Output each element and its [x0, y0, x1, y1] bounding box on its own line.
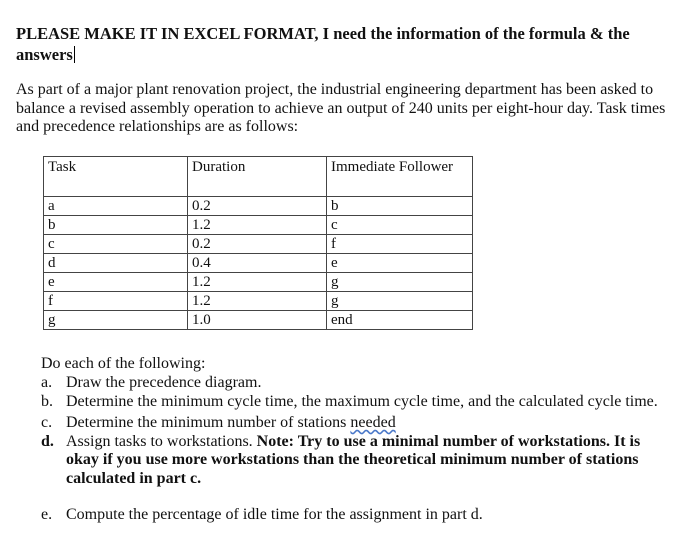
task-cell: a — [44, 197, 188, 216]
follower-cell: b — [327, 197, 473, 216]
table-header-row — [44, 157, 473, 197]
table-row — [44, 273, 473, 292]
question-marker: b. — [41, 392, 53, 410]
question-text: Determine the minimum cycle time, the maximum cycle time, and the calculated cycle time. — [66, 392, 658, 410]
task-table — [43, 156, 473, 330]
header-duration: Duration — [188, 157, 327, 197]
question-marker: a. — [41, 374, 53, 391]
question-note: Note: Try to use a minimal number of workstations. It is okay if you use more workstations than the theoretical minimum number of stations calculated in part c. — [66, 432, 641, 487]
table-row — [44, 197, 473, 216]
question-marker: e. — [41, 506, 53, 523]
header-immediate-follower: Immediate Follower — [327, 157, 473, 197]
question-text: Draw the precedence diagram. — [66, 374, 262, 391]
duration-cell: 0.2 — [188, 235, 327, 254]
intro-paragraph: As part of a major plant renovation project, the industrial engineering department has been asked to balance a revised assembly operation to achieve an output of 240 units per eight-hour day. Task times and precedence relationships are as follows: — [16, 81, 666, 135]
task-cell: b — [44, 216, 188, 235]
question-d — [41, 433, 671, 489]
follower-cell: e — [327, 254, 473, 273]
question-a — [41, 374, 671, 393]
question-e — [41, 506, 671, 525]
task-cell: g — [44, 311, 188, 330]
duration-cell: 0.2 — [188, 197, 327, 216]
question-list — [41, 374, 671, 525]
follower-cell: f — [327, 235, 473, 254]
table-row — [44, 254, 473, 273]
question-text: Determine the minimum number of stations — [66, 414, 347, 431]
task-cell: c — [44, 235, 188, 254]
duration-cell: 1.0 — [188, 311, 327, 330]
text-cursor — [74, 46, 75, 63]
question-marker: c. — [41, 414, 53, 431]
duration-cell: 1.2 — [188, 292, 327, 311]
task-cell: d — [44, 254, 188, 273]
question-c — [41, 414, 671, 433]
duration-cell: 1.2 — [188, 273, 327, 292]
follower-cell: end — [327, 311, 473, 330]
instructions: Do each of the following: — [41, 355, 206, 372]
question-marker: d. — [41, 432, 54, 450]
table-row — [44, 235, 473, 254]
question-text: Assign tasks to workstations. — [66, 432, 253, 450]
duration-cell: 1.2 — [188, 216, 327, 235]
heading-line-1: PLEASE MAKE IT IN EXCEL FORMAT, I need the information of the formula & the — [16, 24, 630, 43]
task-cell: f — [44, 292, 188, 311]
header-task: Task — [44, 157, 188, 197]
follower-cell: g — [327, 273, 473, 292]
question-text: Compute the percentage of idle time for the assignment in part d. — [66, 506, 483, 523]
task-cell: e — [44, 273, 188, 292]
heading-line-2 — [16, 44, 666, 65]
heading-line-2-text: answers — [16, 45, 73, 64]
table-row — [44, 216, 473, 235]
spellcheck-underlined-word: needed — [350, 414, 396, 431]
heading — [16, 23, 666, 65]
table-row — [44, 292, 473, 311]
follower-cell: g — [327, 292, 473, 311]
table-row — [44, 311, 473, 330]
follower-cell: c — [327, 216, 473, 235]
question-b — [41, 393, 671, 412]
duration-cell: 0.4 — [188, 254, 327, 273]
